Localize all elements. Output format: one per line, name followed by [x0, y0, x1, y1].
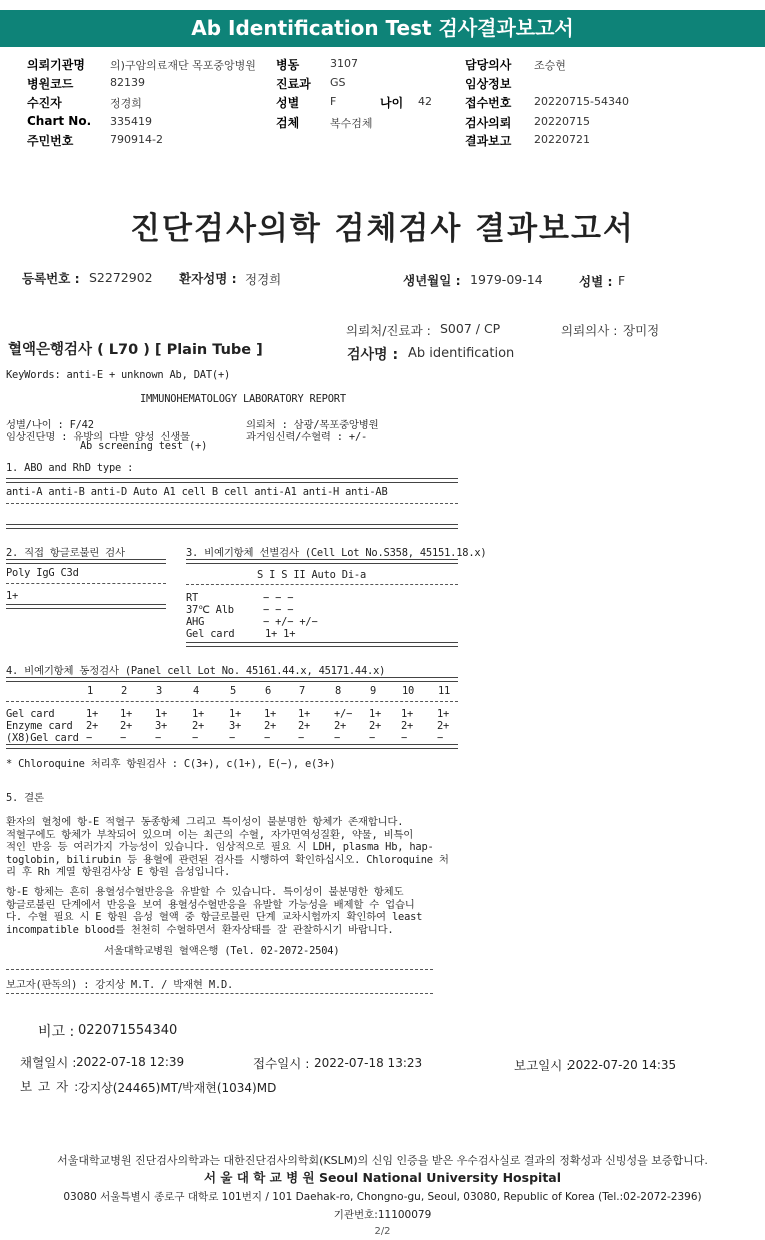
info-label: 임상정보 [465, 77, 512, 91]
info-label: 성별 [276, 96, 300, 110]
diagnosis-line: 임상진단명 : 유방의 다발 양성 신생물 [6, 431, 190, 443]
page-number: 2/2 [374, 1226, 391, 1237]
info-value: 20220721 [534, 133, 590, 146]
conclusion-line: 리 후 Rh 계열 항원검사상 E 항원 음성입니다. [6, 866, 231, 879]
report-date-value: 2022-07-20 14:35 [568, 1058, 677, 1072]
panel-cell: − [120, 732, 127, 744]
doctor-label: 의뢰의사 : [561, 323, 618, 338]
dat-header: Poly IgG C3d [6, 567, 79, 579]
screening-row-label: 37℃ Alb [186, 604, 234, 616]
dept-value: S007 / CP [440, 321, 501, 336]
panel-column-header: 10 [402, 685, 415, 697]
panel-cell: 1+ [264, 708, 277, 720]
dashed-rule [6, 969, 433, 970]
screening-row-values: − − − [263, 592, 294, 604]
panel-cell: 1+ [401, 708, 414, 720]
panel-cell: 1+ [229, 708, 242, 720]
conclusion-line: 적혈구에도 항체가 부착되어 있으며 이는 최근의 수혈, 자가면역성질환, 약물, 비특이 [6, 828, 414, 841]
dashed-rule [6, 503, 458, 504]
chloroquine-line: * Chloroquine 처리후 항원검사 : C(3+), c(1+), E(−), e(3+) [6, 758, 336, 770]
dashed-rule [6, 701, 458, 702]
panel-row-label: (X8)Gel card [6, 732, 79, 744]
screening-row-label: RT [186, 592, 199, 604]
screening-row-values: 1+ 1+ [265, 628, 296, 640]
section-1-title: 1. ABO and RhD type : [6, 462, 134, 474]
double-rule [6, 604, 166, 609]
info-value: 3107 [330, 57, 358, 70]
panel-column-header: 9 [370, 685, 377, 697]
panel-cell: − [369, 732, 376, 744]
institution-number: 기관번호:11100079 [333, 1209, 432, 1221]
panel-cell: − [229, 732, 236, 744]
note-value: 022071554340 [78, 1023, 178, 1038]
section-3-title: 3. 비예기항체 선별검사 (Cell Lot No.S358, 45151.18.x) [186, 547, 487, 559]
screening-header: S I S II Auto Di-a [257, 569, 367, 581]
dat-value: 1+ [6, 590, 19, 602]
panel-column-header: 3 [156, 685, 163, 697]
dob-label: 생년월일 : [403, 273, 461, 288]
screening-line: Ab screening test (+) [80, 440, 208, 452]
conclusion-line: 항-E 항체는 흔히 용혈성수혈반응을 유발할 수 있습니다. 특이성이 불분명한 항체도 [6, 886, 404, 898]
keywords-line: KeyWords: anti-E + unknown Ab, DAT(+) [6, 369, 231, 381]
section-2-title: 2. 직접 항글로불린 검사 [6, 547, 125, 559]
info-label: 병원코드 [27, 77, 74, 91]
screening-row-values: − − − [263, 604, 294, 616]
info-value: 의)구암의료재단 목포중앙병원 [110, 59, 256, 72]
test-name-value: Ab identification [408, 346, 515, 361]
panel-cell: 2+ [437, 720, 450, 732]
panel-cell: 2+ [120, 720, 133, 732]
double-rule [6, 744, 458, 749]
patient-name-label: 환자성명 : [179, 271, 237, 286]
hospital-name: 서 울 대 학 교 병 원 Seoul National University Hospital [203, 1170, 562, 1185]
panel-cell: 3+ [229, 720, 242, 732]
document-title: 진단검사의학 검체검사 결과보고서 [130, 211, 635, 247]
double-rule [186, 559, 458, 564]
info-value: 복수검체 [330, 117, 373, 130]
reg-no-label: 등록번호 : [22, 271, 80, 286]
panel-cell: 1+ [86, 708, 99, 720]
history-line: 과거임신력/수혈력 : +/- [246, 431, 368, 443]
info-value: 790914-2 [110, 133, 163, 146]
info-value: 335419 [110, 115, 152, 128]
double-rule [6, 677, 458, 682]
abo-header: anti-A anti-B anti-D Auto A1 cell B cell anti-A1 anti-H anti-AB [6, 486, 388, 498]
info-label: 주민번호 [27, 134, 74, 148]
dashed-rule [186, 584, 458, 585]
info-value: F [330, 95, 337, 108]
panel-cell: 1+ [192, 708, 205, 720]
report-date-label: 보고일시 : [514, 1058, 571, 1073]
reporter-line: 보고자(판독의) : 강지상 M.T. / 박재현 M.D. [6, 979, 234, 991]
collect-value: 2022-07-18 12:39 [76, 1055, 185, 1069]
panel-cell: − [86, 732, 93, 744]
requester-line: 의뢰처 : 삼광/목포중앙병원 [246, 419, 379, 431]
panel-cell: 2+ [369, 720, 382, 732]
panel-cell: − [334, 732, 341, 744]
panel-cell: − [437, 732, 444, 744]
panel-row-label: Enzyme card [6, 720, 73, 732]
info-label: 접수번호 [465, 96, 512, 110]
panel-column-header: 4 [193, 685, 200, 697]
info-value: 20220715-54340 [534, 95, 629, 108]
panel-column-header: 6 [265, 685, 272, 697]
section-5-title: 5. 결론 [6, 792, 44, 804]
panel-cell: 1+ [369, 708, 382, 720]
conclusion-line: 다. 수혈 필요 시 E 항원 음성 혈액 중 항글로불린 단계 교차시험까지 확인하여 least [6, 911, 423, 924]
note-label: 비고 : [38, 1024, 75, 1040]
info-value: 조승현 [534, 59, 566, 72]
info-value: 42 [418, 95, 432, 108]
reg-no-value: S2272902 [89, 270, 153, 285]
info-label: 병동 [276, 58, 300, 72]
sex-value: F [618, 273, 626, 288]
conclusion-line: toglobin, bilirubin 등 용혈에 관련된 검사를 시행하여 확인하십시오. Chloroquine 처 [6, 853, 449, 866]
dept-label: 의뢰처/진료과 : [346, 323, 431, 338]
sex-age-line: 성별/나이 : F/42 [6, 419, 94, 431]
panel-cell: 3+ [155, 720, 168, 732]
panel-cell: − [192, 732, 199, 744]
panel-cell: 2+ [86, 720, 99, 732]
panel-cell: 2+ [334, 720, 347, 732]
panel-column-header: 2 [121, 685, 128, 697]
panel-cell: 1+ [120, 708, 133, 720]
panel-cell: 1+ [437, 708, 450, 720]
panel-column-header: 8 [335, 685, 342, 697]
dob-value: 1979-09-14 [470, 272, 543, 287]
report-header-title: Ab Identification Test 검사결과보고서 [0, 10, 765, 47]
info-value: 정경희 [110, 97, 142, 110]
screening-row-values: − +/− +/− [263, 616, 318, 628]
info-value: 20220715 [534, 115, 590, 128]
panel-cell: 1+ [298, 708, 311, 720]
conclusion-line: 적인 반응 등 여러가지 가능성이 있습니다. 임상적으로 필요 시 LDH, plasma Hb, hap- [6, 841, 434, 854]
panel-cell: − [155, 732, 162, 744]
info-label: Chart No. [27, 114, 92, 128]
reporter-value: 강지상(24465)MT/박재현(1034)MD [78, 1081, 277, 1095]
panel-cell: 2+ [192, 720, 205, 732]
section-4-title: 4. 비예기항체 동정검사 (Panel cell Lot No. 45161.44.x, 45171.44.x) [6, 665, 386, 677]
conclusion-line: 환자의 혈청에 항-E 적혈구 동종항체 그리고 특이성이 불분명한 항체가 존재합니다. [6, 816, 404, 828]
info-label: 검사의뢰 [465, 116, 512, 130]
panel-column-header: 11 [438, 685, 451, 697]
info-label: 나이 [380, 96, 404, 110]
panel-row-label: Gel card [6, 708, 55, 720]
info-value: GS [330, 76, 346, 89]
blood-bank-contact: 서울대학교병원 혈액은행 (Tel. 02-2072-2504) [104, 945, 340, 957]
receive-value: 2022-07-18 13:23 [314, 1056, 423, 1070]
panel-column-header: 1 [87, 685, 94, 697]
panel-cell: 2+ [401, 720, 414, 732]
panel-cell: − [264, 732, 271, 744]
dashed-rule [6, 583, 166, 584]
test-name-label: 검사명 : [347, 347, 399, 363]
sex-label: 성별 : [579, 274, 613, 289]
patient-name-value: 정경희 [245, 272, 282, 287]
conclusion-line: incompatible blood를 천천히 수혈하면서 환자상태를 잘 관찰하시기 바랍니다. [6, 923, 394, 936]
info-label: 결과보고 [465, 134, 512, 148]
panel-cell: 2+ [264, 720, 277, 732]
hospital-address: 03080 서울특별시 종로구 대학로 101번지 / 101 Daehak-ro, Chongno-gu, Seoul, 03080, Republic of Korea (Tel.:02-2072-2396) [63, 1191, 702, 1203]
collect-label: 채혈일시 : [20, 1055, 77, 1070]
panel-column-header: 5 [230, 685, 237, 697]
double-rule [6, 478, 458, 483]
panel-cell: +/− [334, 708, 353, 720]
panel-cell: − [401, 732, 408, 744]
screening-row-label: AHG [186, 616, 205, 628]
test-group-title: 혈액은행검사 ( L70 ) [ Plain Tube ] [8, 342, 263, 358]
panel-cell: 1+ [155, 708, 168, 720]
receive-label: 접수일시 : [253, 1056, 310, 1071]
certification-text: 서울대학교병원 진단검사의학과는 대한진단검사의학회(KSLM)의 신임 인증을 받은 우수검사실로 결과의 정확성과 신빙성을 보증합니다. [57, 1154, 708, 1167]
info-value: 82139 [110, 76, 145, 89]
panel-cell: − [298, 732, 305, 744]
info-label: 의뢰기관명 [27, 58, 85, 72]
panel-cell: 2+ [298, 720, 311, 732]
doctor-value: 장미정 [623, 323, 660, 338]
reporter-label: 보 고 자 : [20, 1079, 80, 1094]
dashed-rule [6, 993, 433, 994]
double-rule [6, 524, 458, 529]
info-label: 담당의사 [465, 58, 512, 72]
info-label: 진료과 [276, 77, 311, 91]
double-rule [186, 642, 458, 647]
double-rule [6, 559, 166, 564]
screening-row-label: Gel card [186, 628, 235, 640]
info-label: 수진자 [27, 96, 62, 110]
info-label: 검체 [276, 116, 300, 130]
panel-column-header: 7 [299, 685, 306, 697]
conclusion-line: 항글로불린 단계에서 반응을 보여 용혈성수혈반응을 유발할 가능성을 배제할 수 업습니 [6, 898, 415, 911]
lab-report-title: IMMUNOHEMATOLOGY LABORATORY REPORT [140, 393, 346, 405]
